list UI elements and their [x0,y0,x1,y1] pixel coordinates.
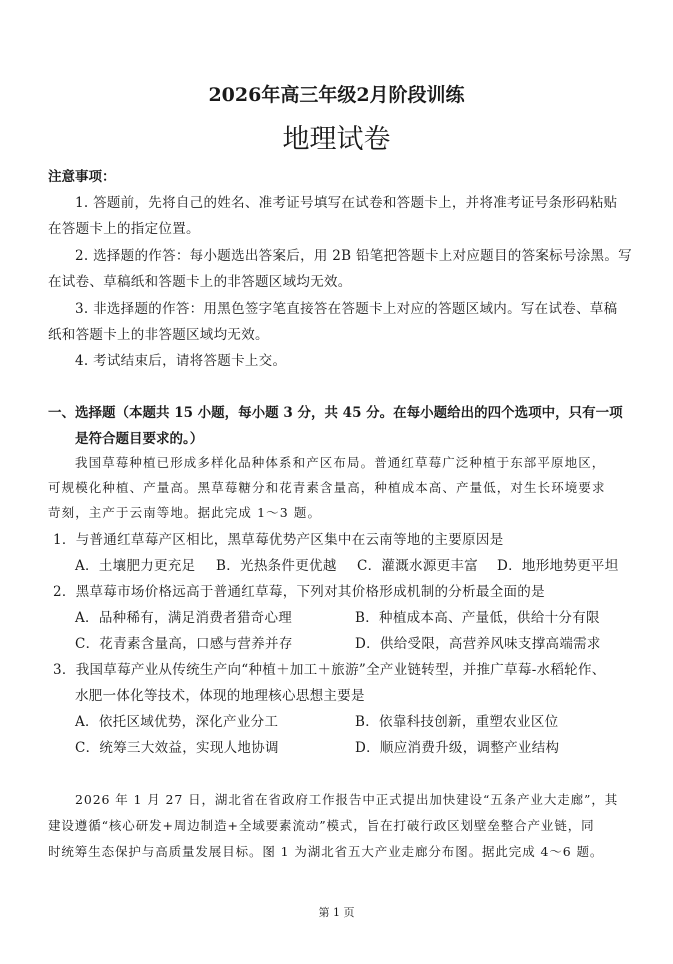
page-number: 第 1 页 [318,906,355,919]
option-b: B．光热条件更优越 [216,558,337,574]
option-b: B．依靠科技创新，重塑农业区位 [355,714,559,730]
option-c: C．灌溉水源更丰富 [357,558,479,574]
note-line: 3. 非选择题的作答：用黑色签字笔直接答在答题卡上对应的答题区域内。写在试卷、草稿 [75,301,618,317]
option-b: B．种植成本高、产量低，供给十分有限 [355,610,600,626]
option-c: C．统筹三大效益，实现人地协调 [75,740,279,756]
material-line: 建设遵循“核心研发+周边制造+全域要素流动”模式，旨在打破行政区划壁垒整合产业链，同 [48,818,595,833]
question-stem: 水肥一体化等技术，体现的地理核心思想主要是 [75,688,365,704]
exam-name: 2026年高三年级2月阶段训练 [208,84,465,106]
note-line: 在试卷、草稿纸和答题卡上的非答题区域均无效。 [48,274,352,290]
section-heading: 是符合题目要求的。） [75,431,204,447]
material-line: 可规模化种植、产量高。黑草莓糖分和花青素含量高，种植成本高、产量低，对生长环境要求 [48,480,606,495]
question-stem: 1．与普通红草莓产区相比，黑草莓优势产区集中在云南等地的主要原因是 [53,532,504,548]
option-a: A．土壤肥力更充足 [75,558,196,574]
note-line: 4. 考试结束后，请将答题卡上交。 [75,353,287,369]
option-d: D．顺应消费升级，调整产业结构 [355,740,560,756]
note-line: 1. 答题前，先将自己的姓名、准考证号填写在试卷和答题卡上，并将准考证号条形码粘贴 [75,195,618,211]
section-heading: 一、选择题（本题共 15 小题，每小题 3 分，共 45 分。在每小题给出的四个选项中，只有一项 [48,405,623,421]
option-a: A．依托区域优势，深化产业分工 [75,714,279,730]
material-line: 时统筹生态保护与高质量发展目标。图 1 为湖北省五大产业走廊分布图。据此完成 4～6 题。 [48,844,604,859]
option-d: D．地形地势更平坦 [497,558,619,574]
question-stem: 3．我国草莓产业从传统生产向“种植＋加工＋旅游”全产业链转型，并推广草莓-水稻轮作、 [53,662,606,678]
option-c: C．花青素含量高，口感与营养并存 [75,636,293,652]
notes-heading: 注意事项： [48,169,116,185]
subject-title: 地理试卷 [282,124,391,155]
option-a: A．品种稀有，满足消费者猎奇心理 [75,610,293,626]
note-line: 纸和答题卡上的非答题区域均无效。 [48,327,269,343]
material-line: 苛刻，主产于云南等地。据此完成 1～3 题。 [48,505,322,520]
note-line: 在答题卡上的指定位置。 [48,221,200,237]
material-line: 我国草莓种植已形成多样化品种体系和产区布局。普通红草莓广泛种植于东部平原地区， [75,455,606,470]
note-line: 2. 选择题的作答：每小题选出答案后，用 2B 铅笔把答题卡上对应题目的答案标号涂黑。写 [75,248,632,264]
material-line: 2026 年 1 月 27 日，湖北省在省政府工作报告中正式提出加快建设“五条产业大走廊”，其 [75,792,619,807]
option-d: D．供给受限，高营养风味支撑高端需求 [355,636,601,652]
question-stem: 2．黑草莓市场价格远高于普通红草莓，下列对其价格形成机制的分析最全面的是 [53,584,545,600]
